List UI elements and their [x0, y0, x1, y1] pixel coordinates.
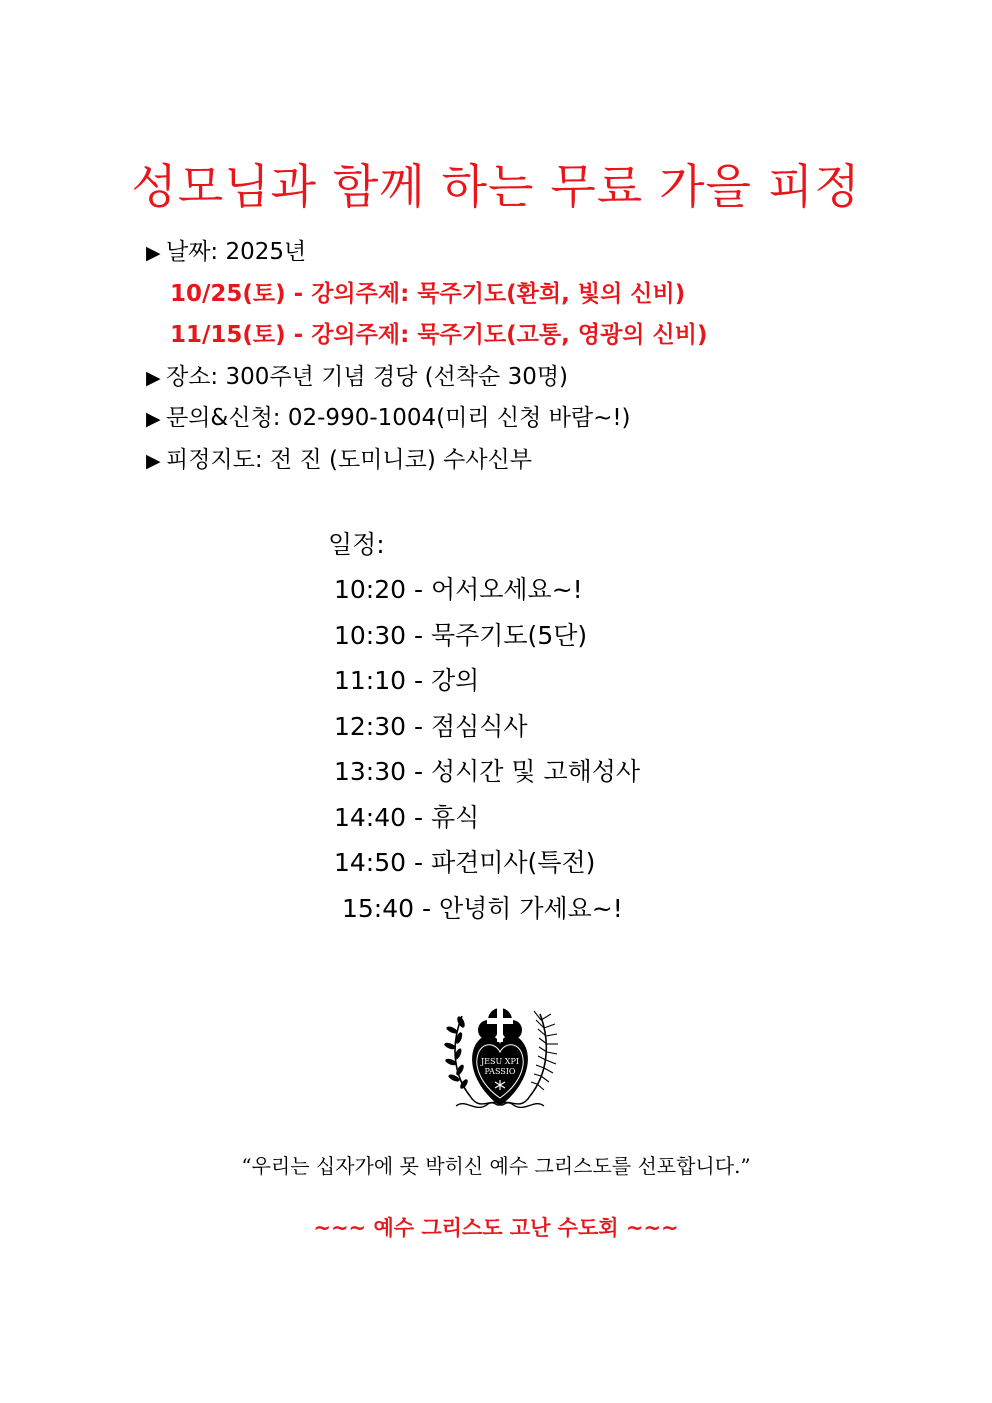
schedule-item: 10:30 - 묵주기도(5단) — [334, 620, 588, 650]
page-title: 성모님과 함께 하는 무료 가을 피정 — [131, 160, 861, 215]
contact-text: 문의&신청: 02-990-1004(미리 신청 바람~!) — [166, 405, 631, 431]
session-line-1: 10/25(토) - 강의주제: 묵주기도(환희, 빛의 신비) — [170, 280, 686, 307]
quote: “우리는 십자가에 못 박히신 예수 그리스도를 선포합니다.” — [241, 1154, 751, 1178]
schedule-item: 10:20 - 어서오세요~! — [334, 575, 583, 604]
bullet-triangle-icon: ▶ — [146, 366, 161, 389]
bullet-triangle-icon: ▶ — [146, 242, 161, 264]
schedule-heading: 일정: — [328, 530, 385, 559]
bullet-triangle-icon: ▶ — [146, 408, 161, 430]
date-text: 날짜: 2025년 — [166, 239, 307, 265]
bullet-triangle-icon: ▶ — [146, 449, 161, 472]
passionist-emblem-icon — [440, 994, 560, 1120]
emblem-text-line1: JESU XPI — [480, 1057, 520, 1066]
schedule-item: 14:50 - 파견미사(특전) — [334, 848, 596, 877]
director-line — [146, 440, 906, 482]
session-line-2: 11/15(토) - 강의주제: 묵주기도(고통, 영광의 신비) — [170, 322, 708, 348]
emblem-text-line2: PASSIO — [484, 1067, 516, 1076]
schedule-item: 14:40 - 휴식 — [334, 802, 480, 832]
director-text: 피정지도: 전 진 (도미니코) 수사신부 — [166, 446, 532, 473]
contact-line — [146, 398, 906, 440]
schedule — [328, 522, 828, 931]
date-line — [146, 232, 906, 274]
schedule-item: 12:30 - 점심식사 — [334, 711, 528, 741]
place-text: 장소: 300주년 기념 경당 (선착순 30명) — [166, 363, 569, 390]
place-line — [146, 357, 906, 399]
footer-congregation: ~~~ 예수 그리스도 고난 수도회 ~~~ — [313, 1216, 679, 1240]
schedule-item: 13:30 - 성시간 및 고해성사 — [334, 757, 641, 786]
schedule-item: 11:10 - 강의 — [334, 666, 480, 695]
retreat-info — [146, 232, 906, 481]
schedule-item: 15:40 - 안녕히 가세요~! — [342, 893, 623, 923]
